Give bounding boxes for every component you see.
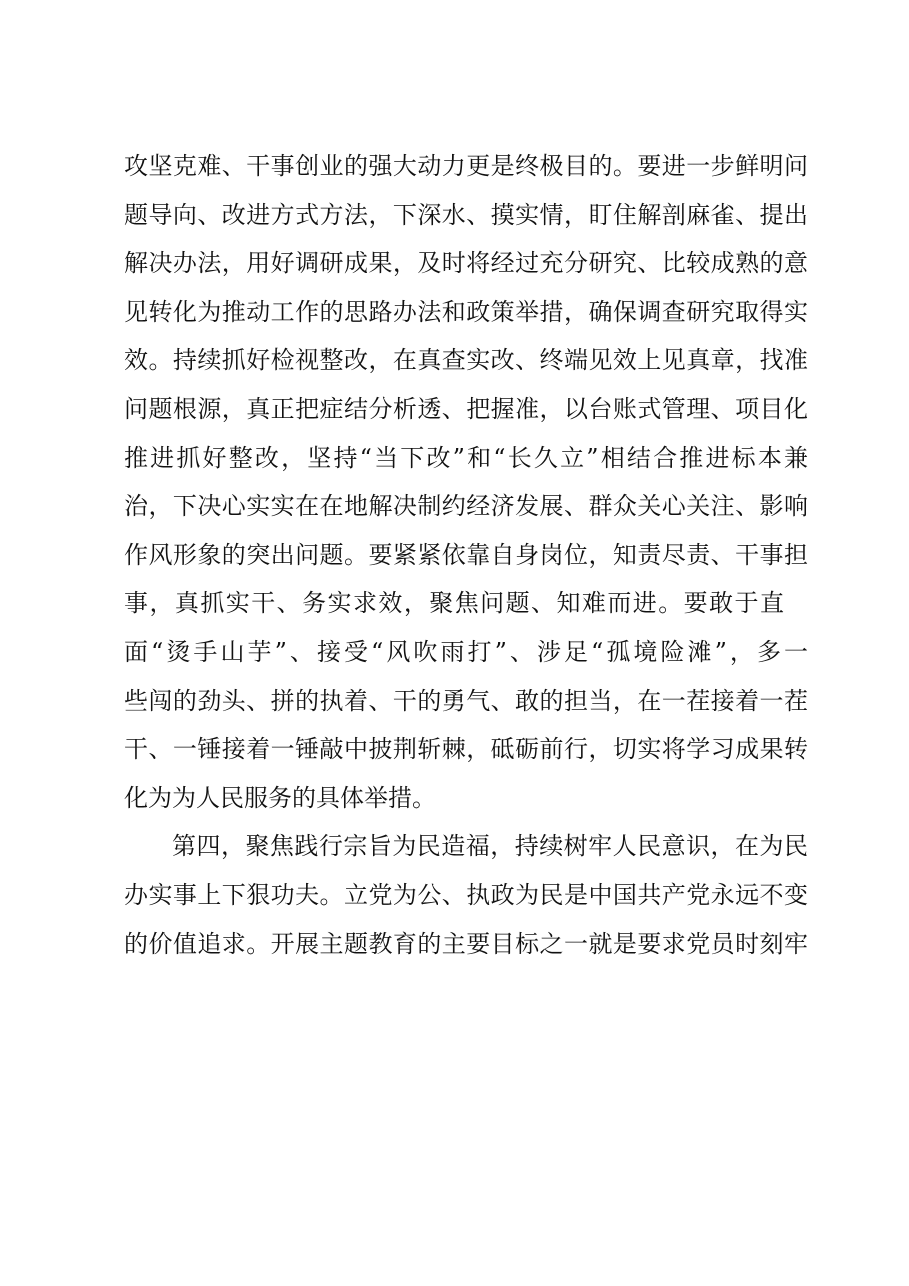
text-line: 解决办法，用好调研成果，及时将经过充分研究、比较成熟的意	[124, 249, 808, 278]
text-line: 见转化为推动工作的思路办法和政策举措，确保调查研究取得实	[124, 297, 808, 326]
text-line: 问题根源，真正把症结分析透、把握准，以台账式管理、项目化	[124, 394, 808, 423]
body-text	[124, 149, 808, 975]
text-line: 办实事上下狠功夫。立党为公、执政为民是中国共产党永远不变	[124, 880, 808, 909]
paragraph-end-line: 化为为人民服务的具体举措。	[124, 783, 436, 812]
text-line: 效。持续抓好检视整改，在真查实改、终端见效上见真章，找准	[124, 346, 808, 375]
text-line: 面“烫手山芋”、接受“风吹雨打”、涉足“孤境险滩”，多一	[124, 637, 808, 666]
text-line: 题导向、改进方式方法，下深水、摸实情，盯住解剖麻雀、提出	[124, 200, 808, 229]
paragraph-start-line: 第四，聚焦践行宗旨为民造福，持续树牢人民意识，在为民	[172, 832, 808, 861]
text-line: 攻坚克难、干事创业的强大动力更是终极目的。要进一步鲜明问	[124, 152, 808, 180]
text-line: 干、一锤接着一锤敲中披荆斩棘，砥砺前行，切实将学习成果转	[124, 735, 808, 764]
text-line: 的价值追求。开展主题教育的主要目标之一就是要求党员时刻牢	[124, 929, 808, 958]
text-line: 治，下决心实实在在地解决制约经济发展、群众关心关注、影响	[124, 492, 808, 521]
text-line: 推进抓好整改，坚持“当下改”和“长久立”相结合推进标本兼	[124, 443, 808, 472]
text-line: 作风形象的突出问题。要紧紧依靠自身岗位，知责尽责、干事担	[124, 540, 808, 569]
text-line: 事，真抓实干、务实求效，聚焦问题、知难而进。要敢于直	[124, 589, 784, 618]
text-line: 些闯的劲头、拼的执着、干的勇气、敢的担当，在一茬接着一茬	[124, 686, 808, 715]
